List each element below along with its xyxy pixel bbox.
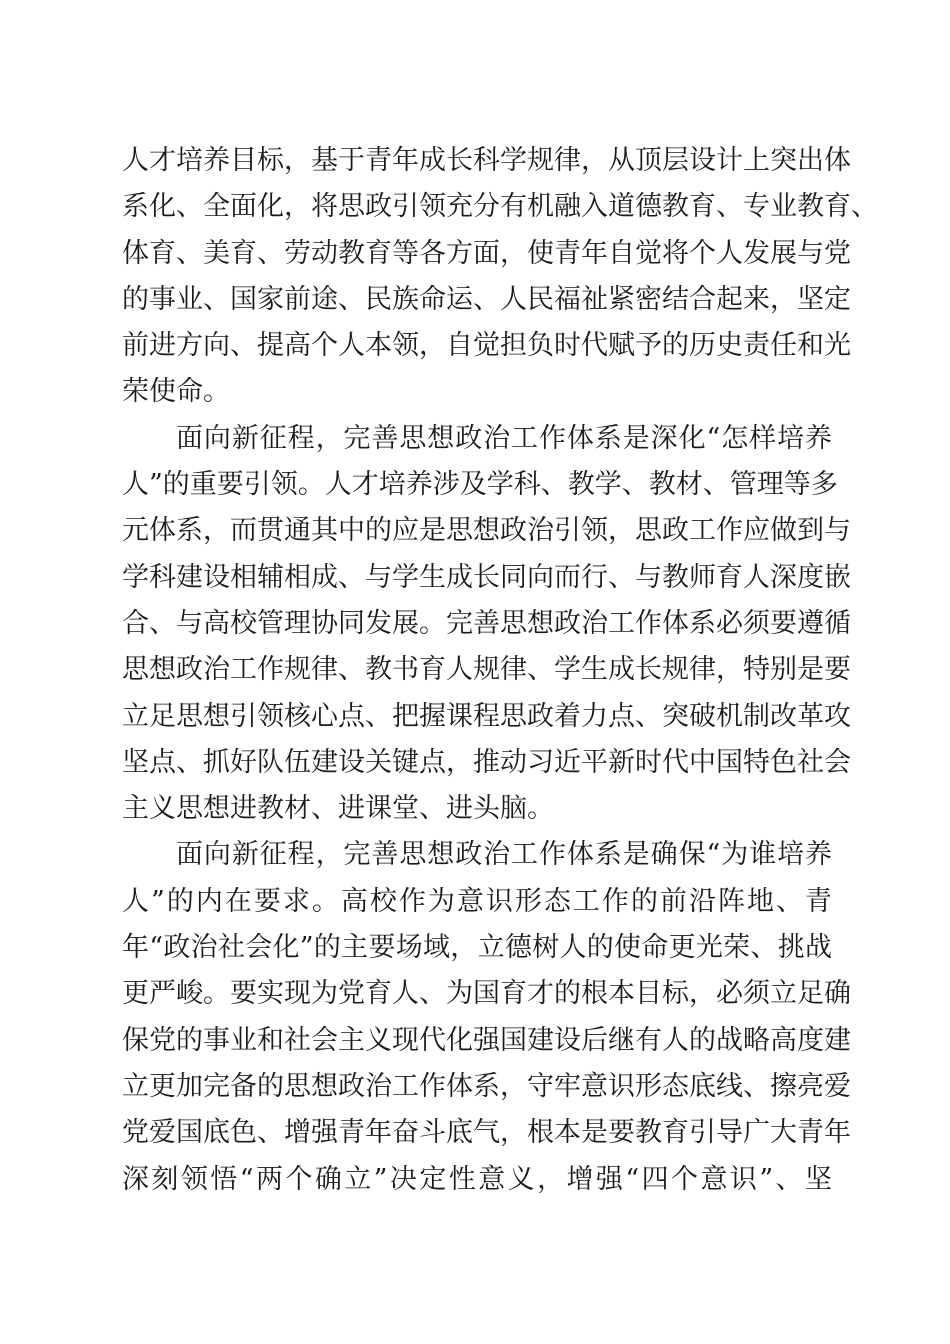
paragraph-line: 面向新征程，完善思想政治工作体系是确保“为谁培养 xyxy=(176,839,832,871)
paragraph-line: 人”的重要引领。人才培养涉及学科、教学、教材、管理等多 xyxy=(122,469,838,501)
paragraph-line: 元体系，而贯通其中的应是思想政治引领，思政工作应做到与 xyxy=(122,515,851,547)
paragraph-line: 坚点、抓好队伍建设关键点，推动习近平新时代中国特色社会 xyxy=(122,746,851,778)
paragraph-line: 体育、美育、劳动教育等各方面，使青年自觉将个人发展与党 xyxy=(122,237,851,269)
paragraph-line: 党爱国底色、增强青年奋斗底气，根本是要教育引导广大青年 xyxy=(122,1117,851,1149)
paragraph-line: 人才培养目标，基于青年成长科学规律，从顶层设计上突出体 xyxy=(122,145,851,176)
paragraph-line: 荣使命。 xyxy=(122,376,230,408)
paragraph-line: 立足思想引领核心点、把握课程思政着力点、突破机制改革攻 xyxy=(122,700,851,732)
paragraph-line: 保党的事业和社会主义现代化强国建设后继有人的战略高度建 xyxy=(122,1024,851,1056)
paragraph-line: 面向新征程，完善思想政治工作体系是深化“怎样培养 xyxy=(176,422,832,454)
paragraph-line: 深刻领悟“两个确立”决定性意义，增强“四个意识”、坚 xyxy=(122,1163,832,1195)
paragraph-line: 年“政治社会化”的主要场域，立德树人的使命更光荣、挑战 xyxy=(122,932,832,964)
paragraph-line: 更严峻。要实现为党育人、为国育才的根本目标，必须立足确 xyxy=(122,978,851,1010)
paragraph-line: 立更加完备的思想政治工作体系，守牢意识形态底线、擦亮爱 xyxy=(122,1070,851,1102)
body-text xyxy=(122,138,878,1203)
paragraph-line: 学科建设相辅相成、与学生成长同向而行、与教师育人深度嵌 xyxy=(122,561,851,593)
paragraph-line: 前进方向、提高个人本领，自觉担负时代赋予的历史责任和光 xyxy=(122,330,851,362)
paragraph-line: 主义思想进教材、进课堂、进头脑。 xyxy=(122,793,554,825)
paragraph-line: 系化、全面化，将思政引领充分有机融入道德教育、专业教育、 xyxy=(122,191,878,223)
paragraph-line: 思想政治工作规律、教书育人规律、学生成长规律，特别是要 xyxy=(122,654,851,686)
paragraph-line: 人”的内在要求。高校作为意识形态工作的前沿阵地、青 xyxy=(122,885,832,917)
paragraph-line: 合、与高校管理协同发展。完善思想政治工作体系必须要遵循 xyxy=(122,607,851,639)
paragraph-line: 的事业、国家前途、民族命运、人民福祉紧密结合起来，坚定 xyxy=(122,283,851,315)
